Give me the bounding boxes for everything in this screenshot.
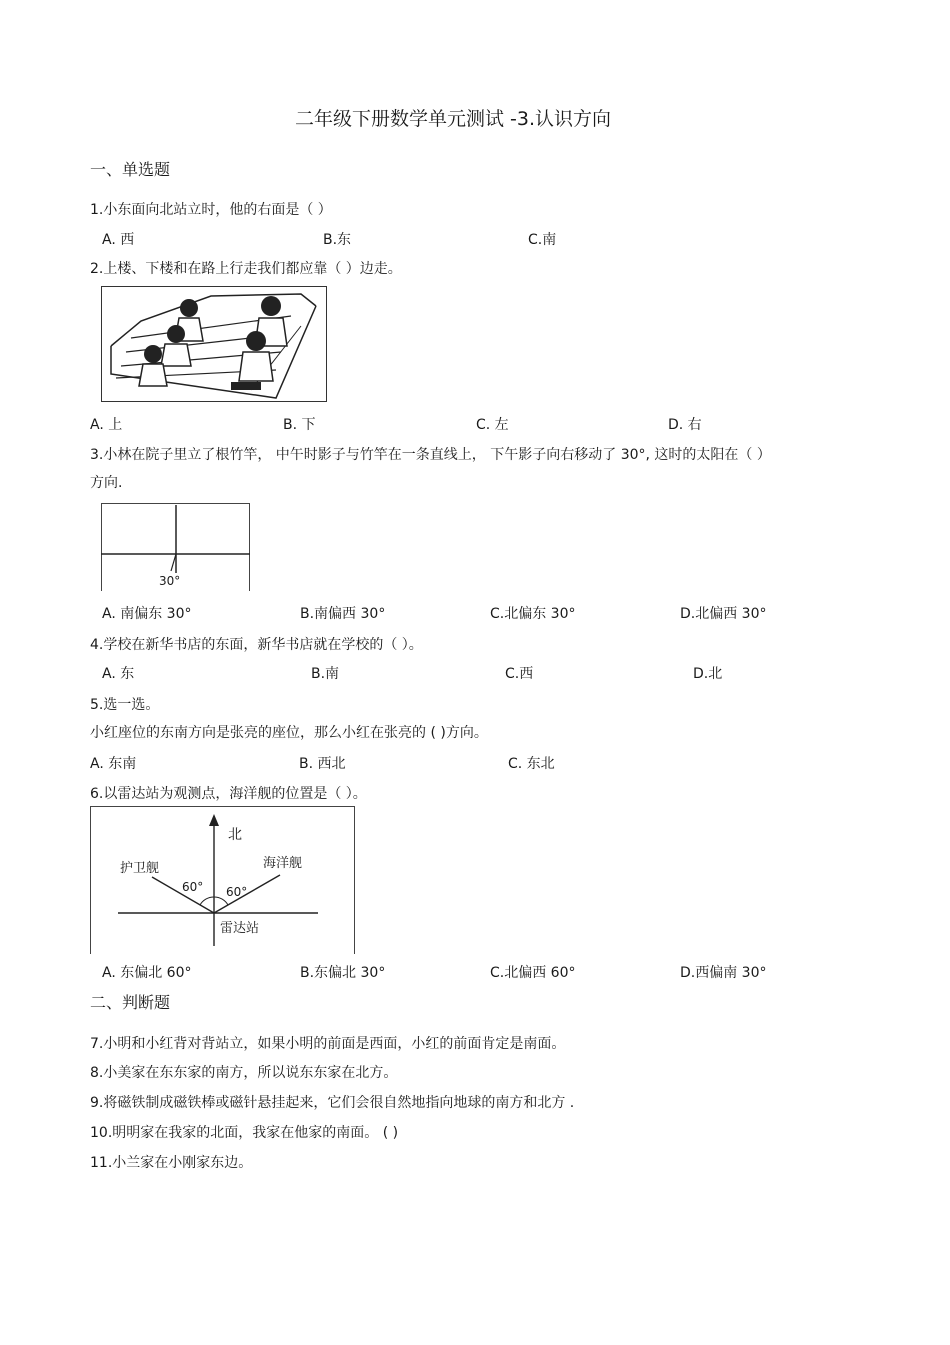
question-4-option-d[interactable]: D.北 bbox=[693, 666, 723, 682]
stairs-illustration bbox=[101, 286, 327, 402]
north-label: 北 bbox=[228, 827, 242, 843]
left-angle-label: 60° bbox=[182, 880, 204, 894]
question-3-stem-line1: 3.小林在院子里立了根竹竿， 中午时影子与竹竿在一条直线上， 下午影子向右移动了 30°, 这时的太阳在（ ） bbox=[90, 447, 771, 463]
page-title: 二年级下册数学单元测试 -3.认识方向 bbox=[295, 108, 612, 130]
radar-figure bbox=[90, 806, 355, 954]
question-5-stem-line2: 小红座位的东南方向是张亮的座位，那么小红在张亮的 ( )方向。 bbox=[90, 725, 488, 741]
question-10: 10.明明家在我家的北面，我家在他家的南面。 ( ) bbox=[90, 1125, 399, 1141]
question-6-option-d[interactable]: D.西偏南 30° bbox=[680, 965, 767, 981]
question-1-option-a[interactable]: A. 西 bbox=[102, 232, 135, 248]
question-1-option-c[interactable]: C.南 bbox=[528, 232, 557, 248]
question-8: 8.小美家在东东家的南方，所以说东东家在北方。 bbox=[90, 1065, 398, 1081]
question-6-option-c[interactable]: C.北偏西 60° bbox=[490, 965, 576, 981]
question-9: 9.将磁铁制成磁铁棒或磁针悬挂起来，它们会很自然地指向地球的南方和北方 . bbox=[90, 1095, 575, 1111]
question-3-option-b[interactable]: B.南偏西 30° bbox=[300, 606, 386, 622]
question-7: 7.小明和小红背对背站立，如果小明的前面是西面，小红的前面肯定是南面。 bbox=[90, 1036, 566, 1052]
question-6-option-a[interactable]: A. 东偏北 60° bbox=[102, 965, 192, 981]
question-5-option-a[interactable]: A. 东南 bbox=[90, 756, 137, 772]
question-4-option-a[interactable]: A. 东 bbox=[102, 666, 135, 682]
question-1-option-b[interactable]: B.东 bbox=[323, 232, 352, 248]
right-angle-label: 60° bbox=[226, 885, 248, 899]
question-3-option-c[interactable]: C.北偏东 30° bbox=[490, 606, 576, 622]
stairs-figure bbox=[101, 286, 327, 402]
question-4-option-c[interactable]: C.西 bbox=[505, 666, 534, 682]
question-1-stem: 1.小东面向北站立时，他的右面是（ ） bbox=[90, 202, 332, 218]
shadow-figure bbox=[101, 503, 250, 591]
section-heading-true-false: 二、判断题 bbox=[90, 993, 171, 1012]
question-4-stem: 4.学校在新华书店的东面，新华书店就在学校的（ ）。 bbox=[90, 637, 423, 653]
question-3-option-d[interactable]: D.北偏西 30° bbox=[680, 606, 767, 622]
question-3-stem-line2: 方向. bbox=[90, 475, 123, 491]
question-3-option-a[interactable]: A. 南偏东 30° bbox=[102, 606, 192, 622]
ocean-ship-label: 海洋舰 bbox=[263, 856, 303, 871]
question-2-option-a[interactable]: A. 上 bbox=[90, 417, 123, 433]
shadow-angle-label: 30° bbox=[159, 574, 181, 588]
question-4-option-b[interactable]: B.南 bbox=[311, 666, 340, 682]
question-5-stem-line1: 5.选一选。 bbox=[90, 697, 160, 713]
question-2-option-d[interactable]: D. 右 bbox=[668, 417, 702, 433]
question-5-option-b[interactable]: B. 西北 bbox=[299, 756, 346, 772]
question-11: 11.小兰家在小刚家东边。 bbox=[90, 1155, 253, 1171]
question-5-option-c[interactable]: C. 东北 bbox=[508, 756, 555, 772]
escort-ship-label: 护卫舰 bbox=[120, 861, 160, 876]
section-heading-single-choice: 一、单选题 bbox=[90, 160, 171, 179]
radar-station-label: 雷达站 bbox=[220, 921, 260, 936]
question-2-option-c[interactable]: C. 左 bbox=[476, 417, 509, 433]
question-2-option-b[interactable]: B. 下 bbox=[283, 417, 316, 433]
question-6-option-b[interactable]: B.东偏北 30° bbox=[300, 965, 386, 981]
question-2-stem: 2.上楼、下楼和在路上行走我们都应靠（ ）边走。 bbox=[90, 261, 402, 277]
question-6-stem: 6.以雷达站为观测点，海洋舰的位置是（ ）。 bbox=[90, 786, 367, 802]
